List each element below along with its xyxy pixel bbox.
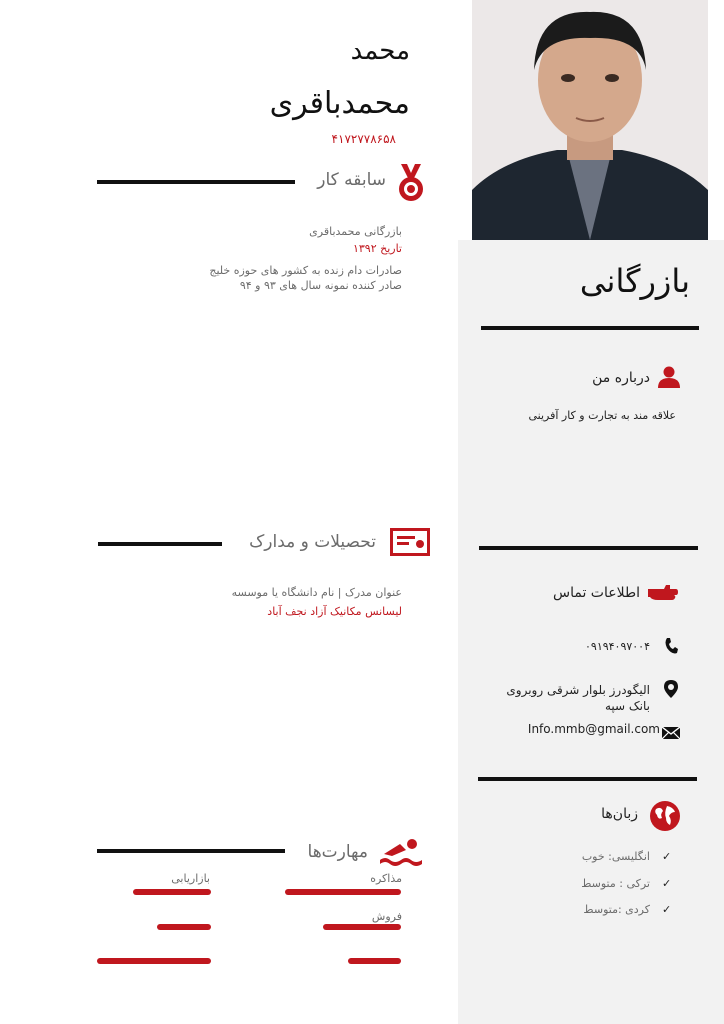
globe-icon bbox=[649, 800, 681, 836]
job-title: بازرگانی bbox=[579, 262, 690, 300]
skills-divider bbox=[97, 849, 285, 853]
skill-label-negotiation: مذاکره bbox=[370, 872, 402, 885]
phone-icon bbox=[664, 638, 678, 658]
language-item-turkish: ترکی : متوسط bbox=[581, 877, 650, 890]
skill-bar-5 bbox=[348, 958, 401, 964]
swimmer-icon bbox=[380, 836, 422, 870]
header-phone: ۴۱۷۲۷۷۸۶۵۸ bbox=[331, 132, 396, 146]
languages-title: زبان‌ها bbox=[601, 806, 638, 822]
work-divider bbox=[97, 180, 295, 184]
work-date: تاریخ ۱۳۹۲ bbox=[352, 242, 402, 255]
language-item-english: انگلیسی: خوب bbox=[581, 850, 650, 863]
about-text: علاقه مند به تجارت و کار آفرینی bbox=[528, 409, 676, 422]
education-divider bbox=[98, 542, 222, 546]
skill-label-sales: فروش bbox=[371, 910, 402, 923]
language-check-icon: ✓ bbox=[662, 850, 672, 863]
contact-address-line1: الیگودرز بلوار شرقی روبروی bbox=[506, 683, 650, 697]
work-title: سابقه کار bbox=[317, 170, 386, 190]
education-title: تحصیلات و مدارک bbox=[249, 532, 376, 552]
work-description-1: صادرات دام زنده به کشور های حوزه خلیج bbox=[209, 264, 402, 277]
language-item-kurdish: کردی :متوسط bbox=[583, 903, 650, 916]
profile-photo bbox=[472, 0, 708, 240]
contact-email[interactable]: Info.mmb@gmail.com bbox=[527, 722, 660, 736]
skills-title: مهارت‌ها bbox=[307, 842, 368, 862]
language-check-icon: ✓ bbox=[662, 903, 672, 916]
medal-icon bbox=[396, 164, 426, 208]
skill-bar-4 bbox=[157, 924, 211, 930]
envelope-icon bbox=[662, 724, 680, 743]
skill-bar-6 bbox=[97, 958, 211, 964]
language-check-icon: ✓ bbox=[662, 877, 672, 890]
education-heading: عنوان مدرک | نام دانشگاه یا موسسه bbox=[231, 586, 402, 599]
sidebar-divider-3 bbox=[478, 777, 697, 781]
location-pin-icon bbox=[664, 680, 678, 702]
first-name: محمد bbox=[350, 36, 410, 66]
sidebar-divider-2 bbox=[479, 546, 698, 550]
contact-phone: ۰۹۱۹۴۰۹۷۰۰۴ bbox=[585, 640, 650, 653]
work-description-2: صادر کننده نمونه سال های ۹۳ و ۹۴ bbox=[239, 279, 402, 292]
pointing-hand-icon bbox=[648, 583, 678, 607]
sidebar-divider-1 bbox=[481, 326, 699, 330]
skill-bar-sales bbox=[323, 924, 401, 930]
work-company: بازرگانی محمدباقری bbox=[309, 225, 402, 238]
skill-bar-marketing bbox=[133, 889, 211, 895]
education-degree: لیسانس مکانیک آزاد نجف آباد bbox=[267, 605, 402, 618]
last-name: محمدباقری bbox=[269, 86, 410, 121]
certificate-icon bbox=[390, 528, 430, 560]
contact-address-line2: بانک سپه bbox=[605, 699, 650, 713]
skill-label-marketing: بازاریابی bbox=[171, 872, 210, 885]
contact-title: اطلاعات تماس bbox=[553, 585, 640, 601]
about-title: درباره من bbox=[592, 370, 650, 386]
user-icon bbox=[658, 366, 680, 392]
skill-bar-negotiation bbox=[285, 889, 401, 895]
